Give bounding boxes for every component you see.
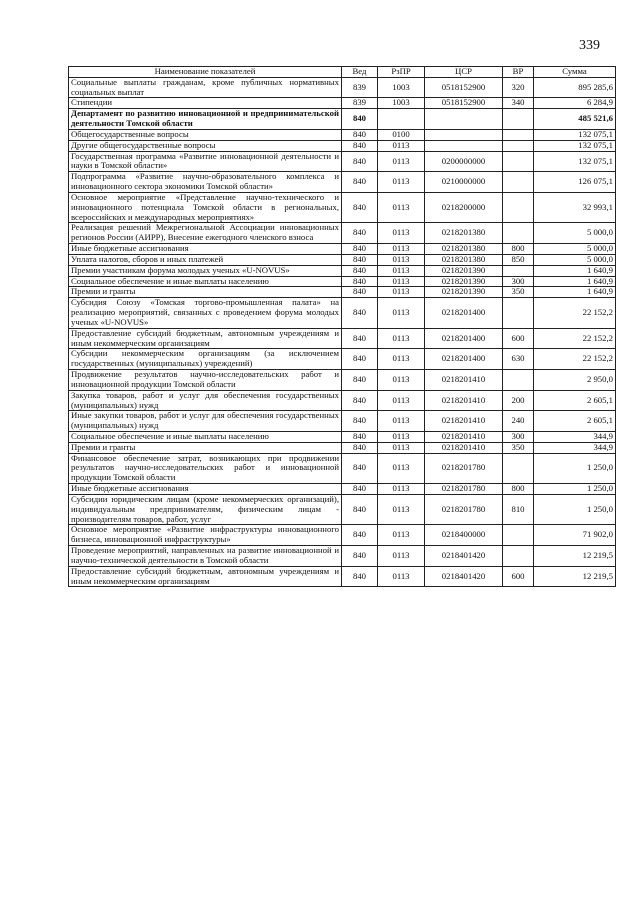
cell-rzpr: 0113 [378,151,425,172]
cell-rzpr: 0113 [378,244,425,255]
cell-csr: 0218201410 [425,442,503,453]
cell-ved: 840 [342,566,378,587]
cell-rzpr: 0113 [378,192,425,222]
cell-sum: 1 250,0 [534,484,616,495]
table-row [69,566,616,587]
cell-vr: 800 [503,244,534,255]
cell-name: Социальные выплаты гражданам, кроме публичных нормативных социальных выплат [69,77,342,98]
cell-name: Основное мероприятие «Представление научно-технического и инновационного потенциала Томской области в региональных, всероссийских и международных мероприятиях» [69,192,342,222]
cell-name: Субсидии некоммерческим организациям (за исключением государственных (муниципальных) учреждений) [69,349,342,370]
cell-ved: 840 [342,328,378,349]
cell-name: Проведение мероприятий, направленных на развитие инновационной и научно-технической деятельности в Томской области [69,546,342,567]
budget-table [68,66,616,587]
cell-ved: 840 [342,140,378,151]
cell-ved: 840 [342,431,378,442]
cell-csr: 0218401420 [425,566,503,587]
cell-vr: 600 [503,566,534,587]
cell-name: Основное мероприятие «Развитие инфраструктуры инновационного бизнеса, инновационной инфраструктуры» [69,525,342,546]
cell-rzpr: 0113 [378,525,425,546]
cell-csr: 0218201390 [425,287,503,298]
cell-csr: 0218201390 [425,265,503,276]
cell-name: Субсидии юридическим лицам (кроме некоммерческих организаций), индивидуальным предпринимателям, физическим лицам - производителям товаров, работ, услуг [69,494,342,524]
table-row [69,287,616,298]
cell-ved: 840 [342,287,378,298]
cell-name: Департамент по развитию инновационной и предпринимательской деятельности Томской области [69,109,342,130]
cell-csr: 0200000000 [425,151,503,172]
cell-name: Предоставление субсидий бюджетным, автономным учреждениям и иным некоммерческим организациям [69,328,342,349]
table-row [69,349,616,370]
cell-vr [503,298,534,328]
header-sum: Сумма [534,67,616,78]
cell-sum: 1 640,9 [534,276,616,287]
cell-sum: 71 902,0 [534,525,616,546]
cell-ved: 840 [342,484,378,495]
cell-name: Стипендии [69,98,342,109]
cell-rzpr: 0113 [378,298,425,328]
cell-ved: 840 [342,442,378,453]
cell-sum: 1 640,9 [534,265,616,276]
cell-name: Подпрограмма «Развитие научно-образовательного комплекса и инновационного сектора экономики Томской области» [69,172,342,193]
cell-name: Иные закупки товаров, работ и услуг для обеспечения государственных (муниципальных) нужд [69,411,342,432]
cell-vr: 630 [503,349,534,370]
table-row [69,192,616,222]
cell-sum: 22 152,2 [534,349,616,370]
cell-ved: 840 [342,129,378,140]
cell-rzpr: 0113 [378,370,425,391]
cell-ved: 840 [342,370,378,391]
cell-rzpr: 0113 [378,349,425,370]
cell-sum: 2 605,1 [534,390,616,411]
cell-sum: 22 152,2 [534,298,616,328]
cell-csr: 0218201410 [425,370,503,391]
cell-vr [503,370,534,391]
cell-ved: 840 [342,453,378,483]
cell-rzpr: 0113 [378,328,425,349]
cell-rzpr: 1003 [378,77,425,98]
cell-csr: 0218201380 [425,223,503,244]
table-row [69,298,616,328]
cell-sum: 132 075,1 [534,140,616,151]
page-number: 339 [579,38,600,53]
cell-csr: 0218401420 [425,546,503,567]
table-row [69,151,616,172]
cell-name: Премии и гранты [69,287,342,298]
cell-ved: 840 [342,298,378,328]
cell-rzpr: 0113 [378,442,425,453]
table-row [69,525,616,546]
cell-sum: 1 250,0 [534,453,616,483]
cell-ved: 840 [342,390,378,411]
table-row [69,265,616,276]
cell-rzpr: 0100 [378,129,425,140]
cell-vr [503,172,534,193]
cell-sum: 344,9 [534,442,616,453]
table-row [69,109,616,130]
header-ved: Вед [342,67,378,78]
cell-sum: 5 000,0 [534,223,616,244]
cell-sum: 485 521,6 [534,109,616,130]
cell-ved: 840 [342,223,378,244]
cell-rzpr: 0113 [378,276,425,287]
cell-name: Общегосударственные вопросы [69,129,342,140]
cell-vr [503,151,534,172]
cell-vr: 350 [503,287,534,298]
cell-csr: 0218201780 [425,453,503,483]
cell-vr: 600 [503,328,534,349]
header-csr: ЦСР [425,67,503,78]
table-row [69,140,616,151]
cell-vr [503,140,534,151]
cell-ved: 840 [342,525,378,546]
cell-csr: 0218400000 [425,525,503,546]
cell-rzpr: 0113 [378,566,425,587]
cell-name: Государственная программа «Развитие инновационной деятельности и науки в Томской области» [69,151,342,172]
cell-rzpr: 0113 [378,140,425,151]
cell-ved: 840 [342,276,378,287]
cell-ved: 839 [342,98,378,109]
table-row [69,328,616,349]
cell-vr: 340 [503,98,534,109]
header-vr: ВР [503,67,534,78]
cell-name: Субсидия Союзу «Томская торгово-промышленная палата» на реализацию мероприятий, связанных с проведением форума молодых ученых «U-NOVUS» [69,298,342,328]
table-row [69,453,616,483]
cell-ved: 839 [342,77,378,98]
cell-rzpr: 0113 [378,484,425,495]
table-row [69,276,616,287]
cell-rzpr: 0113 [378,390,425,411]
cell-sum: 1 640,9 [534,287,616,298]
cell-name: Иные бюджетные ассигнования [69,244,342,255]
cell-rzpr: 0113 [378,453,425,483]
cell-name: Иные бюджетные ассигнования [69,484,342,495]
cell-sum: 5 000,0 [534,254,616,265]
cell-sum: 32 993,1 [534,192,616,222]
cell-ved: 840 [342,244,378,255]
table-row [69,223,616,244]
table-row [69,77,616,98]
cell-csr: 0218201400 [425,298,503,328]
cell-csr: 0218201780 [425,484,503,495]
cell-vr: 800 [503,484,534,495]
cell-name: Другие общегосударственные вопросы [69,140,342,151]
cell-csr: 0218201380 [425,244,503,255]
cell-name: Премии участникам форума молодых ученых «U-NOVUS» [69,265,342,276]
cell-rzpr: 0113 [378,411,425,432]
cell-sum: 895 285,6 [534,77,616,98]
cell-csr: 0218201780 [425,494,503,524]
cell-csr: 0518152900 [425,98,503,109]
cell-rzpr: 0113 [378,172,425,193]
cell-sum: 2 605,1 [534,411,616,432]
cell-vr [503,265,534,276]
cell-csr: 0218201410 [425,411,503,432]
cell-vr: 200 [503,390,534,411]
cell-vr: 300 [503,431,534,442]
table-row [69,494,616,524]
cell-name: Уплата налогов, сборов и иных платежей [69,254,342,265]
cell-rzpr: 0113 [378,494,425,524]
cell-csr: 0210000000 [425,172,503,193]
table-row [69,244,616,255]
cell-vr [503,109,534,130]
cell-ved: 840 [342,172,378,193]
cell-name: Социальное обеспечение и иные выплаты населению [69,276,342,287]
cell-name: Предоставление субсидий бюджетным, автономным учреждениям и иным некоммерческим организациям [69,566,342,587]
table-row [69,98,616,109]
cell-vr [503,546,534,567]
table-row [69,411,616,432]
header-name: Наименование показателей [69,67,342,78]
cell-csr [425,129,503,140]
table-header-row [69,67,616,78]
cell-vr [503,453,534,483]
cell-csr: 0518152900 [425,77,503,98]
table-row [69,484,616,495]
cell-vr: 850 [503,254,534,265]
cell-ved: 840 [342,254,378,265]
table-row [69,546,616,567]
cell-name: Финансовое обеспечение затрат, возникающих при продвижении результатов научно-исследовательских работ и инновационной продукции Томской области [69,453,342,483]
cell-ved: 840 [342,349,378,370]
cell-rzpr: 0113 [378,223,425,244]
cell-sum: 132 075,1 [534,129,616,140]
cell-vr [503,223,534,244]
cell-ved: 840 [342,494,378,524]
cell-name: Реализация решений Межрегиональной Ассоциации инновационных регионов России (АИРР), Внесение ежегодного членского взноса [69,223,342,244]
table-row [69,390,616,411]
cell-name: Премии и гранты [69,442,342,453]
cell-name: Социальное обеспечение и иные выплаты населению [69,431,342,442]
cell-vr: 810 [503,494,534,524]
cell-sum: 6 284,9 [534,98,616,109]
cell-sum: 22 152,2 [534,328,616,349]
cell-rzpr: 0113 [378,254,425,265]
cell-sum: 344,9 [534,431,616,442]
cell-rzpr: 0113 [378,431,425,442]
cell-ved: 840 [342,109,378,130]
table-row [69,442,616,453]
cell-csr: 0218201400 [425,349,503,370]
cell-name: Продвижение результатов научно-исследовательских работ и инновационной продукции Томской области [69,370,342,391]
table-row [69,172,616,193]
table-row [69,370,616,391]
cell-ved: 840 [342,151,378,172]
cell-csr [425,140,503,151]
cell-csr: 0218201410 [425,431,503,442]
cell-vr: 320 [503,77,534,98]
cell-csr: 0218201410 [425,390,503,411]
table-row [69,431,616,442]
cell-rzpr: 0113 [378,546,425,567]
cell-rzpr: 1003 [378,98,425,109]
cell-sum: 1 250,0 [534,494,616,524]
cell-csr [425,109,503,130]
cell-sum: 5 000,0 [534,244,616,255]
table-row [69,129,616,140]
cell-vr: 350 [503,442,534,453]
header-rzpr: РзПР [378,67,425,78]
cell-sum: 12 219,5 [534,566,616,587]
cell-csr: 0218201400 [425,328,503,349]
cell-sum: 126 075,1 [534,172,616,193]
cell-ved: 840 [342,265,378,276]
cell-sum: 132 075,1 [534,151,616,172]
cell-rzpr: 0113 [378,287,425,298]
cell-rzpr: 0113 [378,265,425,276]
cell-vr: 300 [503,276,534,287]
cell-vr: 240 [503,411,534,432]
cell-sum: 12 219,5 [534,546,616,567]
cell-ved: 840 [342,546,378,567]
cell-ved: 840 [342,411,378,432]
cell-name: Закупка товаров, работ и услуг для обеспечения государственных (муниципальных) нужд [69,390,342,411]
cell-vr [503,129,534,140]
cell-csr: 0218201390 [425,276,503,287]
cell-vr [503,525,534,546]
cell-csr: 0218200000 [425,192,503,222]
cell-sum: 2 950,0 [534,370,616,391]
cell-csr: 0218201380 [425,254,503,265]
cell-ved: 840 [342,192,378,222]
cell-rzpr [378,109,425,130]
table-row [69,254,616,265]
cell-vr [503,192,534,222]
